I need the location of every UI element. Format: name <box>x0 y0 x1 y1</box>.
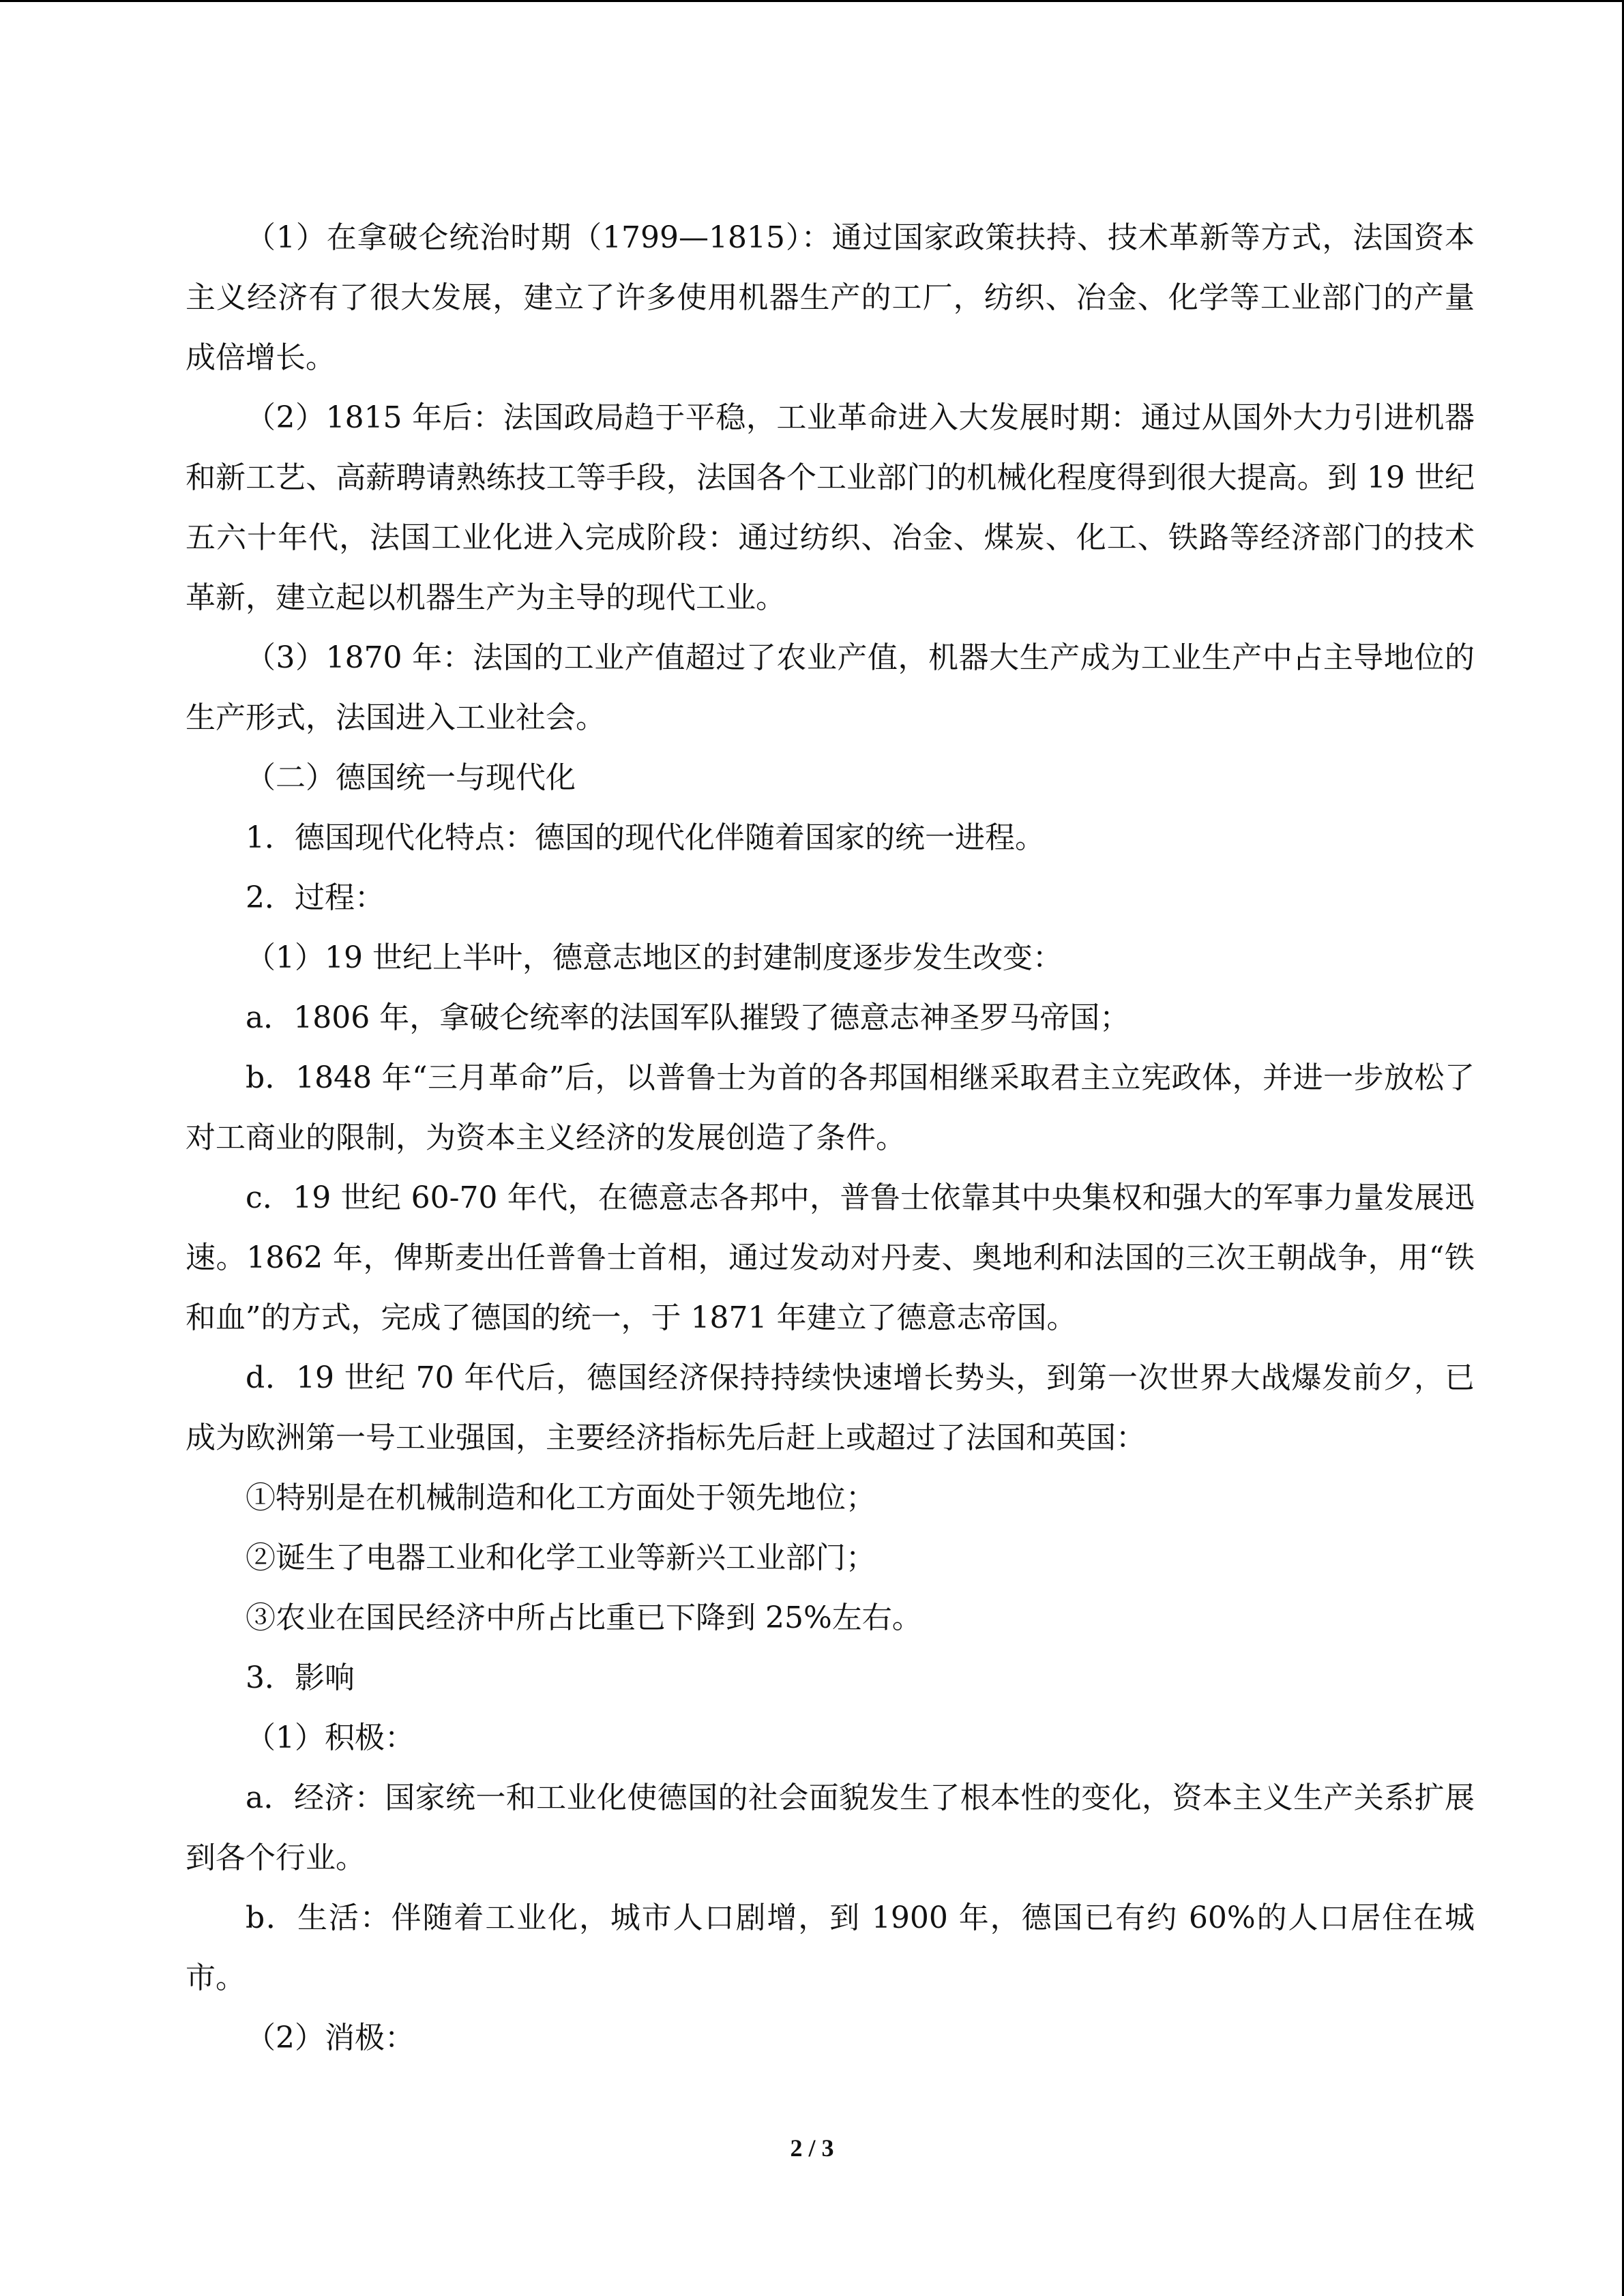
paragraph-impact-heading: 3．影响 <box>246 1660 355 1695</box>
paragraph-germany-features: 1．德国现代化特点：德国的现代化伴随着国家的统一进程。 <box>246 820 1045 855</box>
section-heading-germany: （二）德国统一与现代化 <box>246 760 576 795</box>
paragraph-positive-heading: （1）积极： <box>246 1720 415 1755</box>
document-body <box>186 208 1475 2068</box>
paragraph-19th-century-first-half: （1）19 世纪上半叶，德意志地区的封建制度逐步发生改变： <box>246 940 1063 975</box>
paragraph-napoleon-era: （1）在拿破仑统治时期（1799—1815）：通过国家政策扶持、技术革新等方式，法国资本主义经济有了很大发展，建立了许多使用机器生产的工厂，纺织、冶金、化学等工业部门的产量成倍增长。 <box>186 220 1475 375</box>
sub-item-1: ①特别是在机械制造和化工方面处于领先地位； <box>246 1480 876 1515</box>
paragraph-process-heading: 2．过程： <box>246 880 385 915</box>
positive-item-a: a．经济：国家统一和工业化使德国的社会面貌发生了根本性的变化，资本主义生产关系扩展到各个行业。 <box>186 1780 1475 1875</box>
paragraph-1870: （3）1870 年：法国的工业产值超过了农业产值，机器大生产成为工业生产中占主导地位的生产形式，法国进入工业社会。 <box>186 640 1475 735</box>
paragraph-after-1815: （2）1815 年后：法国政局趋于平稳，工业革命进入大发展时期：通过从国外大力引进机器和新工艺、高薪聘请熟练技工等手段，法国各个工业部门的机械化程度得到很大提高。到 19 世纪五六十年代，法国工业化进入完成阶段：通过纺织、冶金、煤炭、化工、铁路等经济部门的技术革新，建立起以机器生产为主导的现代工业。 <box>186 400 1475 615</box>
list-item-a: a．1806 年，拿破仑统率的法国军队摧毁了德意志神圣罗马帝国； <box>246 1000 1130 1035</box>
sub-item-2: ②诞生了电器工业和化学工业等新兴工业部门； <box>246 1540 876 1575</box>
page-number: 2 / 3 <box>790 2134 834 2162</box>
list-item-c: c．19 世纪 60-70 年代，在德意志各邦中，普鲁士依靠其中央集权和强大的军事力量发展迅速。1862 年，俾斯麦出任普鲁士首相，通过发动对丹麦、奥地利和法国的三次王朝战争，用“铁和血”的方式，完成了德国的统一，于 1871 年建立了德意志帝国。 <box>186 1180 1475 1335</box>
sub-item-3: ③农业在国民经济中所占比重已下降到 25%左右。 <box>246 1600 922 1635</box>
list-item-b: b．1848 年“三月革命”后，以普鲁士为首的各邦国相继采取君主立宪政体，并进一步放松了对工商业的限制，为资本主义经济的发展创造了条件。 <box>186 1060 1475 1155</box>
list-item-d: d．19 世纪 70 年代后，德国经济保持持续快速增长势头，到第一次世界大战爆发前夕，已成为欧洲第一号工业强国，主要经济指标先后赶上或超过了法国和英国： <box>186 1360 1475 1455</box>
positive-item-b: b．生活：伴随着工业化，城市人口剧增，到 1900 年，德国已有约 60%的人口居住在城市。 <box>186 1900 1475 1995</box>
paragraph-negative-heading: （2）消极： <box>246 2021 415 2055</box>
